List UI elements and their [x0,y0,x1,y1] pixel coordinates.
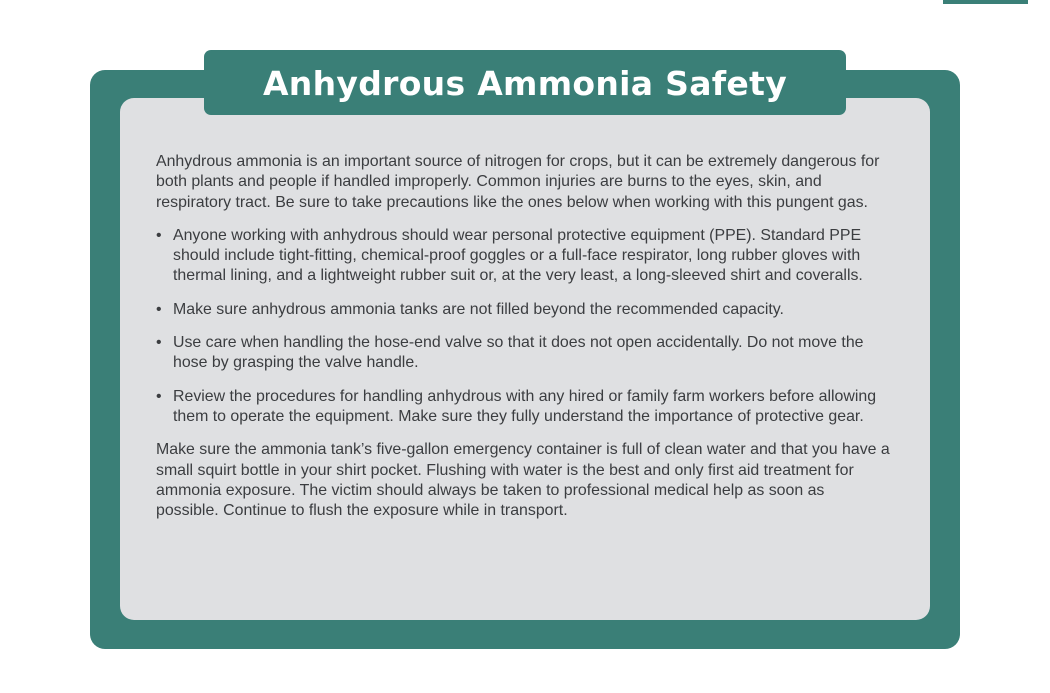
article-body [156,152,891,521]
list-item [156,333,891,374]
corner-accent [943,0,1028,4]
list-item [156,300,891,320]
title-banner [204,50,846,115]
intro-paragraph: Anhydrous ammonia is an important source of nitrogen for crops, but it can be extremely dangerous for both plants and people if handled improperly. Common injuries are burns to the eyes, skin, and respiratory tract. Be sure to take precautions like the ones below when working with this pungent gas. [156,153,880,211]
list-item-text: Review the procedures for handling anhydrous with any hired or family farm workers before allowing them to operate the equipment. Make sure they fully understand the importance of protective gear. [173,387,877,425]
bullet-icon: • [156,334,162,352]
list-item [156,226,891,287]
bullet-icon: • [156,226,162,244]
bullet-icon: • [156,300,162,318]
list-item-text: Use care when handling the hose-end valve so that it does not open accidentally. Do not move the hose by grasping the valve handle. [173,334,864,372]
bullet-icon: • [156,387,162,405]
precautions-list [156,226,891,427]
closing-paragraph: Make sure the ammonia tank’s five-gallon emergency container is full of clean water and that you have a small squirt bottle in your shirt pocket. Flushing with water is the best and only first aid treatment for ammonia exposure. The victim should always be taken to professional medical help as soon as possible. Continue to flush the exposure while in transport. [156,441,890,520]
list-item-text: Anyone working with anhydrous should wear personal protective equipment (PPE). Standard PPE should include tight-fitting, chemical-proof goggles or a full-face respirator, long rubber gloves with thermal lining, and a lightweight rubber suit or, at the very least, a long-sleeved shirt and coveralls. [173,226,863,285]
list-item [156,387,891,428]
list-item-text: Make sure anhydrous ammonia tanks are not filled beyond the recommended capacity. [173,300,784,318]
page-title: Anhydrous Ammonia Safety [262,64,788,103]
